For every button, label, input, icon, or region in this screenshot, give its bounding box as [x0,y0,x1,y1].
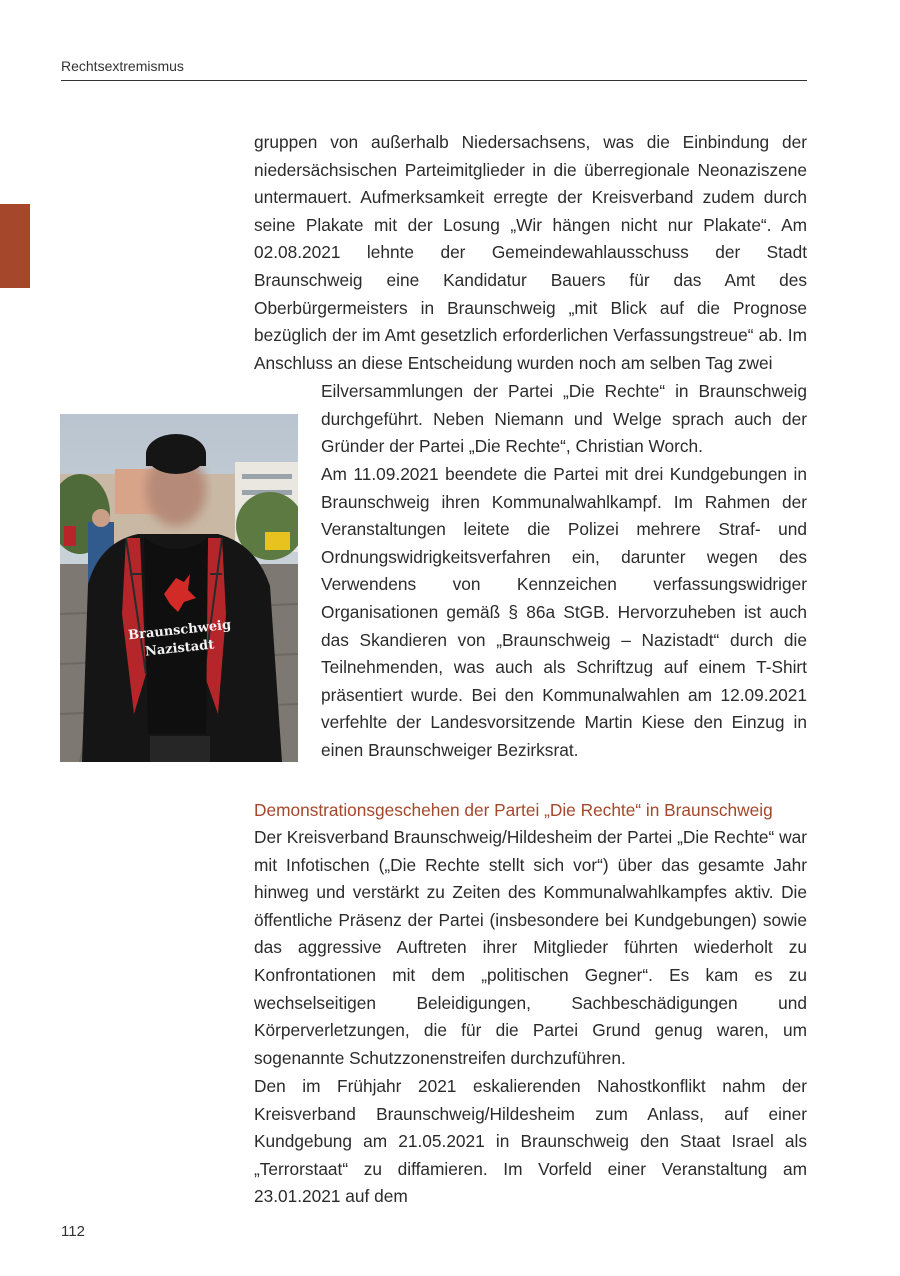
chapter-marker-tab [0,204,30,288]
shirt-text-line2: Nazistadt [144,637,215,660]
shirt-text-line1: Braunschweig [127,617,232,644]
rally-photo [60,414,298,762]
paragraph-1: gruppen von außerhalb Niedersachsens, was die Einbindung der niedersächsischen Parteimitglieder in die überregionale Neonaziszene untermauert. Aufmerksamkeit erregte der Kreisverband zudem durch seine Plakate mit der Losung „Wir hängen nicht nur Plakate“. Am 02.08.2021 lehnte der Gemeindewahlausschuss der Stadt Braunschweig eine Kandidatur Bauers für das Amt des Oberbürgermeisters in Braunschweig „mit Blick auf die Prognose bezüglich der im Amt gesetzlich erforderlichen Verfassungstreue“ ab. Im Anschluss an diese Entscheidung wurden noch am selben Tag zwei [254,132,807,373]
paragraph-3: Am 11.09.2021 beendete die Partei mit drei Kundgebungen in Braunschweig ihren Kommunalwahlkampf. Im Rahmen der Veranstaltungen leitete die Polizei mehrere Straf- und Ordnungswidrigkeitsverfahren ein, darunter wegen des Verwendens von Kennzeichen verfassungswidriger Organisationen gemäß § 86a StGB. Hervorzuheben ist auch das Skandieren von „Braunschweig – Nazistadt“ durch die Teilnehmenden, was auch als Schriftzug auf einem T-Shirt präsentiert wurde. Bei den Kommunalwahlen am 12.09.2021 verfehlte der Landesvorsitzende Martin Kiese den Einzug in einen Braunschweiger Bezirksrat. [321,464,807,760]
header-divider [61,80,807,81]
page-number: 112 [61,1223,85,1240]
paragraph-2: Eilversammlungen der Partei „Die Rechte“ in Braunschweig durchgeführt. Neben Niemann und Welge sprach auch der Gründer der Partei „Die Rechte“, Christian Worch. [321,381,807,457]
running-header: Rechtsextremismus [61,58,184,74]
paragraph-4: Der Kreisverband Braunschweig/Hildesheim der Partei „Die Rechte“ war mit Infotischen („Die Rechte stellt sich vor“) über das gesamte Jahr hinweg und verstärkt zu Zeiten des Kommunalwahlkampfes aktiv. Die öffentliche Präsenz der Partei (insbesondere bei Kundgebungen) sowie das aggressive Auftreten ihrer Mitglieder führten wiederholt zu Konfrontationen mit dem „politischen Gegner“. Es kam es zu wechselseitigen Beleidigungen, Sachbeschädigungen und Körperverletzungen, die für die Partei Grund genug waren, um sogenannte Schutzzonenstreifen durchzuführen. [254,827,807,1068]
paragraph-5: Den im Frühjahr 2021 eskalierenden Nahostkonflikt nahm der Kreisverband Braunschweig/Hildesheim zum Anlass, auf einer Kundgebung am 21.05.2021 in Braunschweig den Staat Israel als „Terrorstaat“ zu diffamieren. Im Vorfeld einer Veranstaltung am 23.01.2021 auf dem [254,1076,807,1207]
section-heading: Demonstrationsgeschehen der Partei „Die Rechte“ in Braunschweig [254,800,773,820]
